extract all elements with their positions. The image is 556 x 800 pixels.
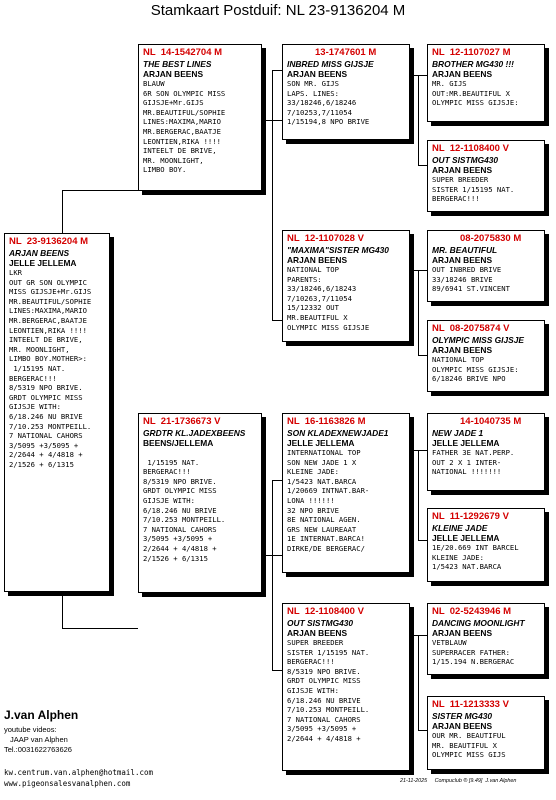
ring-number: 08-2075830 M: [460, 233, 522, 244]
pigeon-notes: FATHER 3E NAT.PERP. OUT 2 X 1 INTER- NATIONAL !!!!!!!: [432, 448, 515, 477]
pigeon-notes: NATIONAL TOP PARENTS: 33/18246,6/18243 7/10263,7/11054 15/12332 OUT MR.BEAUTIFUL X OLYMPIC MISS GIJSJE: [287, 265, 370, 332]
ring-number: NL 23-9136204 M: [9, 236, 89, 247]
pigeon-name: DANCING MOONLIGHT: [432, 618, 525, 628]
software-credit: 21-11-2025 Compuclub ® [9.49] J.van Alphen: [400, 778, 517, 784]
pigeon-name: OLYMPIC MISS GIJSJE: [432, 335, 524, 345]
pigeon-name: ARJAN BEENS: [9, 248, 70, 258]
pigeon-notes: INTERNATIONAL TOP SON NEW JADE 1 X KLEINE JADE: 1/5423 NAT.BARCA 1/20669 INTNAT.BAR- LONA !!!!!! 32 NPO BRIVE 8E NATIONAL AGEN. GRS NEW LAUREAAT 1E INTERNAT.BARCA! DIRKE/DE BERGERAC/: [287, 448, 370, 553]
website-url: www.pigeonsalesvanalphen.com: [4, 779, 131, 788]
pigeon-owner: ARJAN BEENS: [432, 721, 493, 731]
pigeon-owner: JELLE JELLEMA: [9, 258, 77, 268]
pigeon-owner: ARJAN BEENS: [432, 255, 493, 265]
ring-number: NL 16-1163826 M: [287, 416, 366, 427]
pigeon-name: BROTHER MG430 !!!: [432, 59, 514, 69]
pigeon-owner: ARJAN BEENS: [143, 69, 204, 79]
pigeon-name: SON KLADEXNEWJADE1: [287, 428, 389, 438]
connector: [418, 540, 427, 541]
pigeon-card-dam: [138, 413, 262, 593]
pigeon-notes: OUR MR. BEAUTIFUL MR. BEAUTIFUL X OLYMPIC MISS GIJS: [432, 731, 506, 760]
pigeon-name: MR. BEAUTIFUL: [432, 245, 498, 255]
connector: [272, 320, 282, 321]
connector: [272, 480, 273, 670]
connector: [418, 355, 427, 356]
pigeon-name: OUT SISTMG430: [432, 155, 499, 165]
connector: [62, 592, 63, 628]
pigeon-name: SISTER MG430: [432, 711, 493, 721]
ring-number: NL 12-1108400 V: [432, 143, 509, 154]
pigeon-name: OUT SISTMG430: [287, 618, 354, 628]
pigeon-owner: JELLE JELLEMA: [432, 533, 500, 543]
connector: [418, 165, 427, 166]
pigeon-card-dss: [427, 413, 545, 491]
pigeon-owner: ARJAN BEENS: [287, 628, 348, 638]
youtube-channel: JAAP van Alphen: [10, 735, 68, 744]
page-title: Stamkaart Postduif: NL 23-9136204 M: [150, 2, 406, 19]
pigeon-card-ss: [282, 44, 410, 140]
pigeon-name: GRDTR KL.JADEXBEENS: [143, 428, 246, 438]
connector: [272, 70, 282, 71]
ring-number: NL 08-2075874 V: [432, 323, 510, 334]
ring-number: NL 12-1107027 M: [432, 47, 511, 58]
pigeon-card-sds: [427, 230, 545, 302]
pigeon-name: KLEINE JADE: [432, 523, 488, 533]
pigeon-notes: SUPER BREEDER SISTER 1/15195 NAT. BERGERAC!!! 8/5319 NPO BRIVE. GRDT OLYMPIC MISS GIJSJE WITH: 6/18.246 NU BRIVE 7/10.253 MONTPEILL. 7 NATIONAL CAHORS 3/5095 +3/5095 + 2/2644 + 4/4818 +: [287, 638, 370, 743]
connector: [272, 670, 282, 671]
ring-number: NL 12-1107028 V: [287, 233, 364, 244]
pigeon-card-ds: [282, 413, 410, 573]
connector: [62, 190, 138, 191]
pigeon-owner: ARJAN BEENS: [432, 628, 493, 638]
ring-number: NL 12-1108400 V: [287, 606, 364, 617]
connector: [62, 190, 63, 233]
pigeon-owner: ARJAN BEENS: [287, 255, 348, 265]
email-address: kw.centrum.van.alphen@hotmail.com: [4, 768, 154, 777]
pigeon-card-main: [4, 233, 110, 592]
connector: [272, 480, 282, 481]
pigeon-owner: BEENS/JELLEMA: [143, 438, 214, 448]
pigeon-notes: LKR OUT GR SON OLYMPIC MISS GIJSJE+Mr.GIJS MR.BEAUTIFUL/SOPHIE LINES:MAXIMA,MARIO MR.BERGERAC,BAATJE LEONTIEN,RIKA !!!! INTEELT DE BRIVE, MR. MOONLIGHT, LIMBO BOY.MOTHER>: 1/15195 NAT. BERGERAC!!! 8/5319 NPO BRIVE. GRDT OLYMPIC MISS GIJSJE WITH: 6/18.246 NU BRIVE 7/10.253 MONTPEILL. 7 NATIONAL CAHORS 3/5095 +3/5095 + 2/2644 + 4/4818 + 2/1526 + 6/1315: [9, 268, 92, 469]
pigeon-owner: ARJAN BEENS: [432, 69, 493, 79]
connector: [62, 628, 138, 629]
pigeon-card-ssd: [427, 140, 545, 212]
youtube-label: youtube videos:: [4, 725, 57, 734]
pigeon-notes: 1E/20.669 INT BARCEL KLEINE JADE: 1/5423 NAT.BARCA: [432, 543, 519, 572]
connector: [418, 450, 419, 540]
pigeon-owner: JELLE JELLEMA: [432, 438, 500, 448]
ring-number: NL 02-5243946 M: [432, 606, 512, 617]
pigeon-card-sire: [138, 44, 262, 191]
pigeon-name: THE BEST LINES: [143, 59, 212, 69]
breeder-name: J.van Alphen: [4, 708, 79, 722]
pigeon-notes: SUPER BREEDER SISTER 1/15195 NAT. BERGERAC!!!: [432, 175, 515, 204]
pigeon-name: INBRED MISS GIJSJE: [287, 59, 374, 69]
connector: [418, 270, 419, 355]
pigeon-notes: BLAUW 6R SON OLYMPIC MISS GIJSJE+Mr.GIJS MR.BEAUTIFUL/SOPHIE LINES:MAXIMA,MARIO MR.BERGERAC,BAATJE LEONTIEN,RIKA !!!! INTEELT DE BRIVE, MR. MOONLIGHT, LIMBO BOY.: [143, 79, 226, 175]
pigeon-owner: ARJAN BEENS: [432, 165, 493, 175]
pigeon-card-sdd: [427, 320, 545, 392]
pigeon-card-dds: [427, 603, 545, 675]
pigeon-notes: OUT INBRED BRIVE 33/18246 BRIVE 89/6941 ST.VINCENT: [432, 265, 510, 294]
ring-number: NL 21-1736673 V: [143, 416, 221, 427]
ring-number: 14-1040735 M: [460, 416, 522, 427]
pigeon-notes: NATIONAL TOP OLYMPIC MISS GIJSJE: 6/18246 BRIVE NPO: [432, 355, 519, 384]
pigeon-notes: VETBLAUW SUPERRACER FATHER: 1/15.194 N.BERGERAC: [432, 638, 515, 667]
pigeon-card-sd: [282, 230, 410, 342]
phone-number: Tel.:0031622763626: [4, 745, 72, 754]
pigeon-notes: MR. GIJS OUT:MR.BEAUTIFUL X OLYMPIC MISS GIJSJE:: [432, 79, 519, 108]
connector: [418, 635, 419, 730]
connector: [418, 75, 419, 165]
pigeon-card-dd: [282, 603, 410, 771]
pigeon-owner: JELLE JELLEMA: [287, 438, 355, 448]
ring-number: 13-1747601 M: [315, 47, 377, 58]
pigeon-owner: ARJAN BEENS: [432, 345, 493, 355]
pigeon-card-sss: [427, 44, 545, 122]
connector: [418, 730, 427, 731]
pigeon-card-dsd: [427, 508, 545, 582]
pigeon-owner: ARJAN BEENS: [287, 69, 348, 79]
pigeon-name: "MAXIMA"SISTER MG430: [287, 245, 389, 255]
ring-number: NL 11-1213333 V: [432, 699, 509, 710]
pigeon-notes: SON MR. GIJS LAPS. LINES: 33/18246,6/18246 7/10253,7/11054 1/15194,8 NPO BRIVE: [287, 79, 370, 127]
pigeon-card-ddd: [427, 696, 545, 770]
pigeon-notes: 1/15195 NAT. BERGERAC!!! 8/5319 NPO BRIVE. GRDT OLYMPIC MISS GIJSJE WITH: 6/18.246 NU BRIVE 7/10.253 MONTPEILL. 7 NATIONAL CAHORS 3/5095 +3/5095 + 2/2644 + 4/4818 + 2/1526 + 6/1315: [143, 457, 226, 563]
ring-number: NL 14-1542704 M: [143, 47, 223, 58]
connector: [272, 70, 273, 320]
ring-number: NL 11-1292679 V: [432, 511, 509, 522]
pigeon-name: NEW JADE 1: [432, 428, 484, 438]
